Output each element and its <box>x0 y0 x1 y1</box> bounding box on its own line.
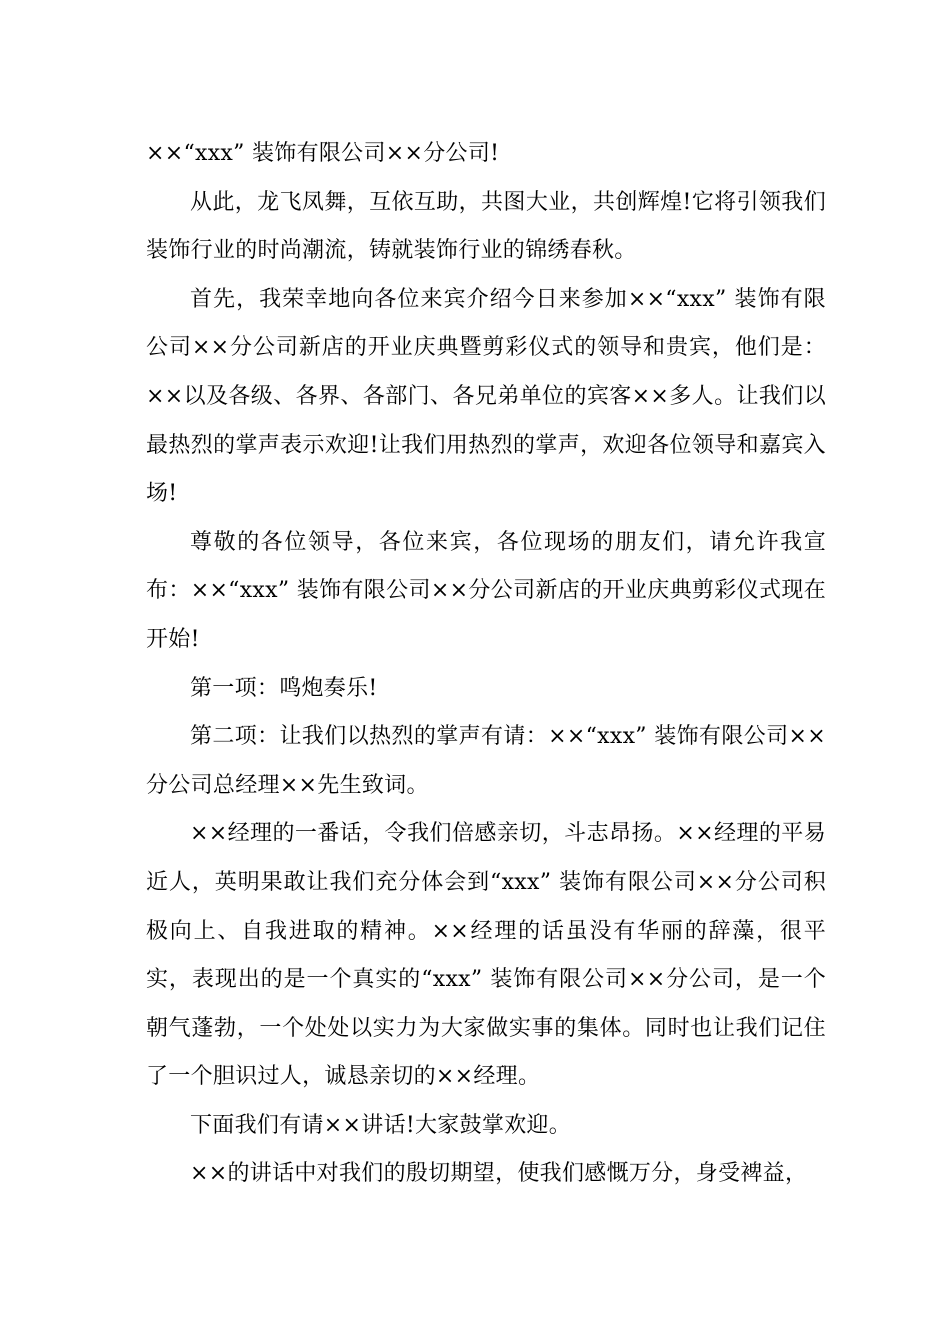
paragraph-5: 第一项：鸣炮奏乐! <box>190 675 378 701</box>
paragraph-1: ××“xxx” 装饰有限公司××分公司! <box>146 141 500 166</box>
paragraph-4: 尊敬的各位领导，各位来宾，各位现场的朋友们，请允许我宣布：××“xxx” 装饰有限公司××分公司新店的开业庆典剪彩仪式现在开始! <box>146 529 826 652</box>
paragraph-3: 首先，我荣幸地向各位来宾介绍今日来参加××“xxx” 装饰有限公司××分公司新店的开业庆典暨剪彩仪式的领导和贵宾，他们是：××以及各级、各界、各部门、各兄弟单位的宾客××多人。让我们以最热烈的掌声表示欢迎!让我们用热烈的掌声，欢迎各位领导和嘉宾入场! <box>146 286 826 507</box>
paragraph-6: 第二项：让我们以热烈的掌声有请：××“xxx” 装饰有限公司××分公司总经理××先生致词。 <box>146 724 826 798</box>
paragraph-7: ××经理的一番话，令我们倍感亲切，斗志昂扬。××经理的平易近人，英明果敢让我们充分体会到“xxx” 装饰有限公司××分公司积极向上、自我进取的精神。××经理的话虽没有华丽的辞藻，很平实，表现出的是一个真实的“xxx” 装饰有限公司××分公司，是一个朝气蓬勃，一个处处以实力为大家做实事的集体。同时也让我们记住了一个胆识过人，诚恳亲切的××经理。 <box>146 821 826 1090</box>
paragraph-8: 下面我们有请××讲话!大家鼓掌欢迎。 <box>190 1112 572 1138</box>
paragraph-2: 从此，龙飞凤舞，互依互助，共图大业，共创辉煌!它将引领我们装饰行业的时尚潮流，铸就装饰行业的锦绣春秋。 <box>146 189 826 264</box>
paragraph-9: ××的讲话中对我们的殷切期望，使我们感慨万分，身受裨益， <box>190 1161 808 1187</box>
document-body <box>146 130 826 1199</box>
